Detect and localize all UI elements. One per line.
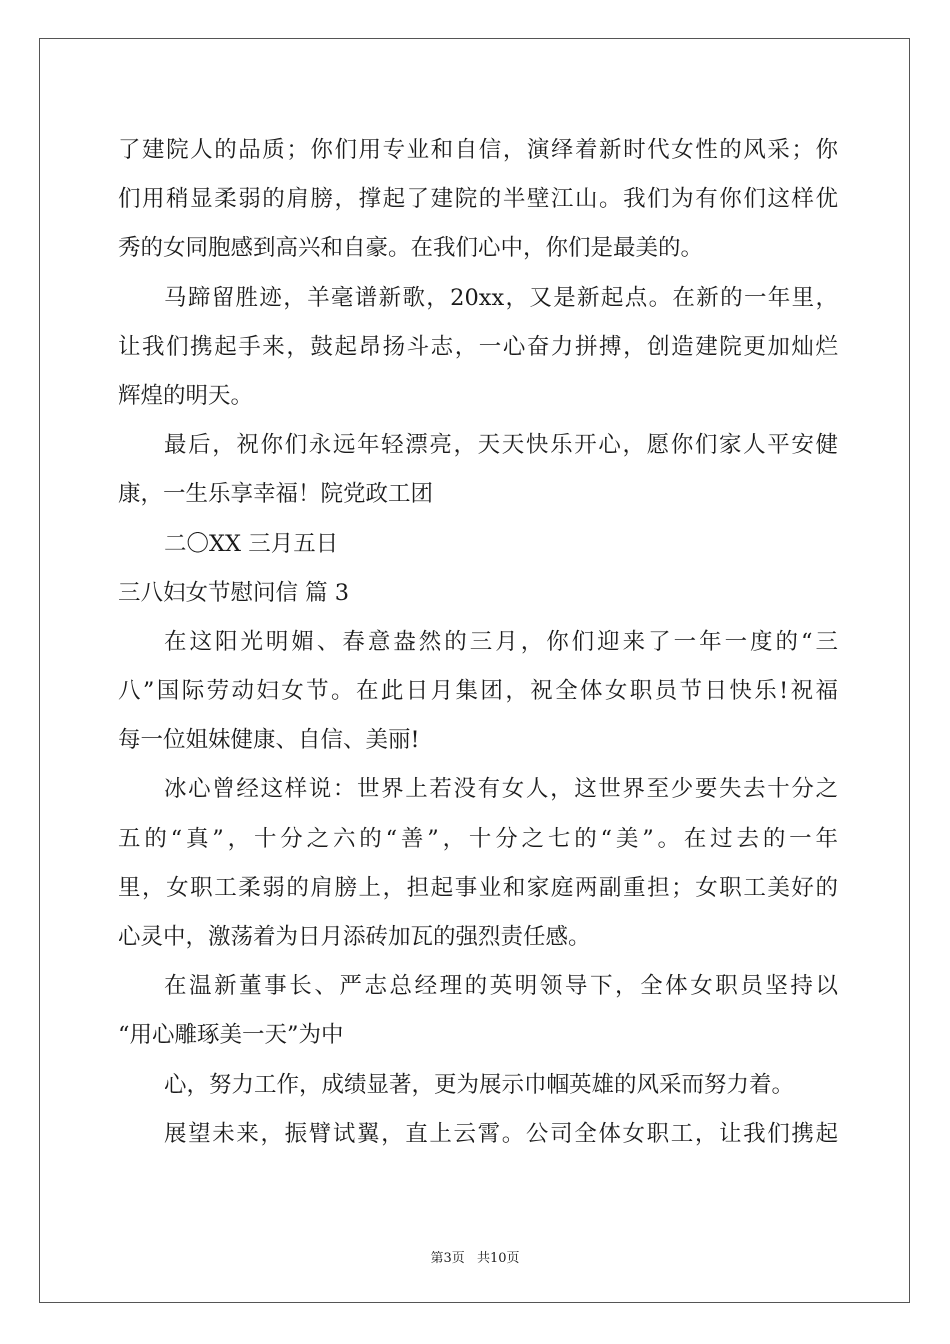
text-line: 每一位姐妹健康、自信、美丽!: [118, 727, 420, 754]
text-line: 了建院人的品质；你们用专业和自信，演绎着新时代女性的风采；你: [118, 137, 838, 163]
text-line: 马蹄留胜迹，羊毫谱新歌，20xx，又是新起点。在新的一年里，: [164, 284, 838, 311]
text-line: 辉煌的明天。: [118, 382, 254, 409]
text-line: “用心雕琢美一天”为中: [118, 1022, 344, 1049]
text-line: 冰心曾经这样说：世界上若没有女人，这世界至少要失去十分之: [164, 776, 838, 803]
page-total: 共10页: [476, 1251, 520, 1266]
text-line: 展望未来，振臂试翼，直上云霄。公司全体女职工，让我们携起: [164, 1120, 838, 1147]
section-heading: 三八妇女节慰问信 篇 3: [118, 579, 350, 606]
text-line: 们用稍显柔弱的肩膀，撑起了建院的半壁江山。我们为有你们这样优: [118, 186, 838, 213]
text-line: 里，女职工柔弱的肩膀上，担起事业和家庭两副重担；女职工美好的: [118, 874, 838, 901]
date-line: 二〇XX 三月五日: [164, 530, 339, 557]
text-line: 八”国际劳动妇女节。在此日月集团，祝全体女职员节日快乐!祝福: [118, 678, 838, 705]
page-number: 第3页: [430, 1251, 465, 1266]
text-line: 秀的女同胞感到高兴和自豪。在我们心中，你们是最美的。: [118, 235, 704, 262]
text-line: 让我们携起手来，鼓起昂扬斗志，一心奋力拼搏，创造建院更加灿烂: [118, 333, 838, 360]
text-line: 康，一生乐享幸福！院党政工团: [118, 481, 434, 508]
text-line: 心，努力工作，成绩显著，更为展示巾帼英雄的风采而努力着。: [164, 1071, 795, 1098]
text-line: 在温新董事长、严志总经理的英明领导下，全体女职员坚持以: [164, 973, 838, 1000]
text-line: 心灵中，激荡着为日月添砖加瓦的强烈责任感。: [118, 924, 591, 950]
text-line: 在这阳光明媚、春意盎然的三月，你们迎来了一年一度的“三: [164, 628, 838, 655]
text-line: 五的“真”，十分之六的“善”，十分之七的“美”。在过去的一年: [118, 825, 838, 852]
page-footer: [0, 1247, 950, 1266]
text-line: 最后，祝你们永远年轻漂亮，天天快乐开心，愿你们家人平安健: [164, 432, 838, 459]
document-body: [118, 126, 838, 1159]
